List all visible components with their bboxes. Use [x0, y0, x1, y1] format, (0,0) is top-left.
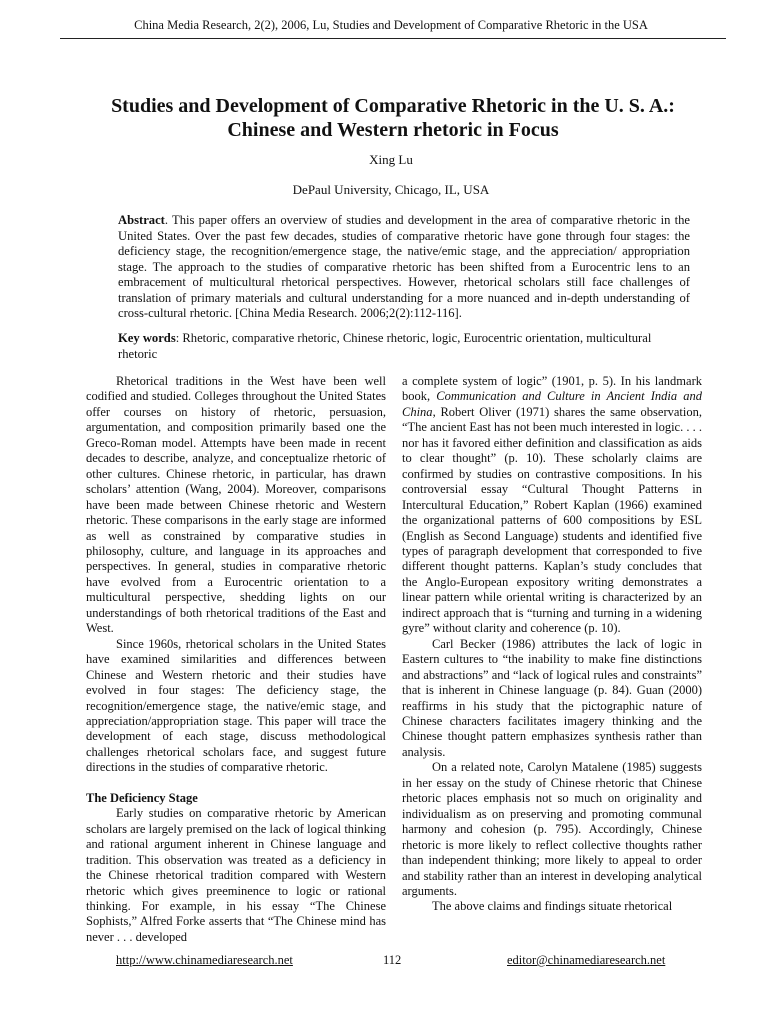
book-title: Communication and Culture in Ancient India and China [402, 389, 703, 419]
keywords-text: : Rhetoric, comparative rhetoric, Chinese rhetoric, logic, Eurocentric orientation, multicultural rhetoric [118, 331, 652, 361]
paragraph: The above claims and findings situate rhetorical [432, 899, 673, 914]
title-line-2: Chinese and Western rhetoric in Focus [227, 119, 559, 141]
right-column [402, 374, 702, 915]
running-head: China Media Research, 2(2), 2006, Lu, Studies and Development of Comparative Rhetoric in the USA [134, 18, 648, 32]
paragraph-text: , Robert Oliver (1971) shares the same observation, “The ancient East has not been much interested in logic. . . . nor has it favored either definition and classification as aids to clear thought” (p. 10). These scholarly claims are confirmed by studies on contrastive compositions. In his controversial essay “Cultural Thought Patterns in Intercultural Education,” Robert Kaplan (1966) examined the organizational patterns of 600 compositions by ESL (English as Second Language) students and identified five types of paragraph development that corresponded to five different thought patterns. Kaplan’s study concludes that the Anglo-European expository writing demonstrates a linear pattern while oriental writing is characterized by an indirect approach that is “turning and turning in a widening gyre” without clarity and coherence (p. 10). [402, 404, 702, 636]
footer-email-link[interactable]: editor@chinamediaresearch.net [507, 953, 666, 967]
author-name: Xing Lu [369, 152, 413, 167]
paragraph: On a related note, Carolyn Matalene (1985) suggests in her essay on the study of Chinese rhetoric that Chinese rhetoric places emphasis not so much on originality and individualism as on preserving and promoting communal harmony and cohesion (p. 795). Accordingly, Chinese rhetoric is more likely to reflect collective thoughts rather than independent thinking; more likely to appeal to order and stability rather than an interest in developing analytical arguments. [402, 760, 702, 898]
keywords [118, 331, 690, 362]
paragraph-text: a complete system of logic” (1901, p. 5). In his landmark book, [402, 374, 702, 404]
page-number: 112 [383, 953, 402, 967]
paper-title [60, 94, 726, 142]
footer-website-link[interactable]: http://www.chinamediaresearch.net [116, 953, 293, 967]
paragraph: Since 1960s, rhetorical scholars in the United States have examined similarities and differences between Chinese and Western rhetoric and their studies have evolved in four stages: The deficiency stage, the recognition/emergence stage, the native/emic stage, and appreciation/appropriation stage. This paper will trace the development of each stage, discuss methodological challenges rhetorical scholars face, and suggest future directions in the studies of comparative rhetoric. [86, 636, 386, 775]
paragraph: Carl Becker (1986) attributes the lack of logic in Eastern cultures to “the inability to make fine distinctions and abstractions” and “lack of logical rules and constraints” that is inherent in Chinese language (p. 84). Guan (2000) reaffirms in his study that the pictographic nature of Chinese characters facilitates imagery thinking and the Chinese thought pattern emphasizes synthesis rather than analysis. [402, 636, 702, 759]
abstract-text: . This paper offers an overview of studies and development in the area of comparative rhetoric in the United States. Over the past few decades, studies of comparative rhetoric have gone through four stages: the deficiency stage, the recognition/emergence stage, the native/emic stage, and the appreciation/ appropriation stage. The approach to the studies of comparative rhetoric has been shifted from a Eurocentric lens to an embracement of multicultural rhetorical perspectives. However, rhetorical scholars still face challenges of translation of primary materials and cultural understanding for a more nuanced and in-depth understanding of cross-cultural rhetoric. [China Media Research. 2006;2(2):112-116]. [118, 213, 690, 320]
paragraph: Early studies on comparative rhetoric by American scholars are largely premised on the lack of logical thinking and rational argument inherent in Chinese language and tradition. This observation was treated as a deficiency in the Chinese rhetorical tradition compared with Western rhetoric which gives preeminence to logic or rational thinking. For example, in his essay “The Chinese Sophists,” Alfred Forke asserts that “The Chinese mind has never . . . developed [86, 806, 386, 944]
paragraph [402, 374, 702, 637]
section-heading: The Deficiency Stage [86, 790, 198, 805]
abstract-label: Abstract [118, 213, 165, 227]
abstract [118, 213, 690, 322]
header-rule [60, 38, 726, 39]
paragraph: Rhetorical traditions in the West have been well codified and studied. Colleges throughout the United States offer courses on history of rhetoric, persuasion, argumentation, and composition primarily based one the Greco-Roman model. Attempts have been made in recent decades to describe, analyze, and conceptualize rhetoric of other cultures. Chinese rhetoric, in particular, has drawn scholars’ attention (Wang, 2004). Moreover, comparisons have been made between Chinese rhetoric and Western rhetoric. These comparisons in the early stage are informed as well as constrained by comparative studies in philosophy, culture, and language in its approaches and perspectives. In general, studies in comparative rhetoric have evolved from a Eurocentric orientation to a multicultural perspective, shedding lights on our understandings of both rhetorical traditions of the East and West. [86, 374, 386, 636]
left-column [86, 374, 386, 945]
author-affiliation: DePaul University, Chicago, IL, USA [292, 182, 490, 197]
keywords-label: Key words [118, 331, 176, 345]
title-line-1: Studies and Development of Comparative Rhetoric in the U. S. A.: [111, 95, 675, 117]
